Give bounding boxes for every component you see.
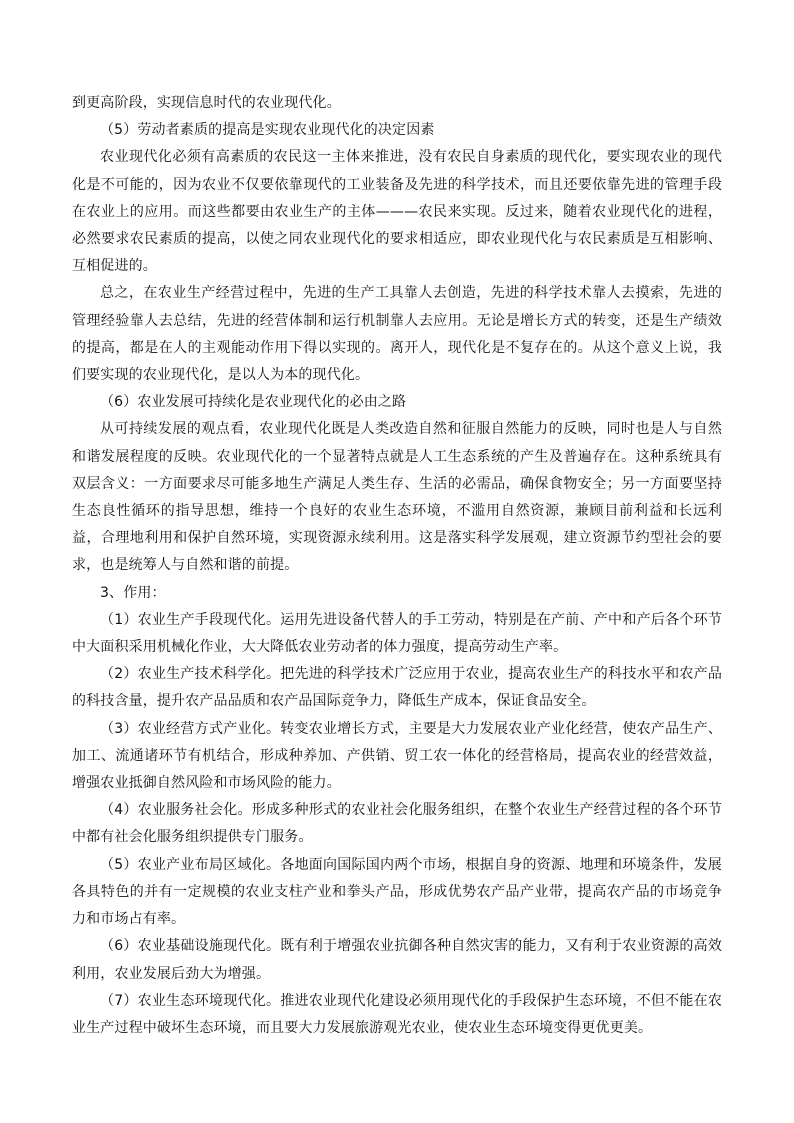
list-item-role-2: （2）农业生产技术科学化。把先进的科学技术广泛应用于农业，提高农业生产的科技水平和农产品的科技含量，提升农产品品质和农产品国际竞争力，降低生产成本，保证食品安全。 (72, 666, 722, 710)
paragraph-farmer-quality: 农业现代化必须有高素质的农民这一主体来推进，没有农民自身素质的现代化，要实现农业的现代化是不可能的，因为农业不仅要依靠现代的工业装备及先进的科学技术，而且还要依靠先进的管理手段在农业上的应用。而这些都要由农业生产的主体———农民来实现。反过来，随着农业现代化的进程，必然要求农民素质的提高，以使之同农业现代化的要求相适应，即农业现代化与农民素质是互相影响、互相促进的。 (72, 149, 722, 275)
section-heading-role: 3、作用： (100, 584, 166, 601)
paragraph-sustainability: 从可持续发展的观点看，农业现代化既是人类改造自然和征服自然能力的反映，同时也是人与自然和谐发展程度的反映。农业现代化的一个显著特点就是人工生态系统的产生及普遍存在。这种系统具有双层含义：一方面要求尽可能多地生产满足人类生存、生活的必需品，确保食物安全；另一方面要坚持生态良性循环的指导思想，维持一个良好的农业生态环境，不滥用自然资源，兼顾目前利益和长远利益，合理地利用和保护自然环境，实现资源永续利用。这是落实科学发展观，建立资源节约型社会的要求，也是统筹人与自然和谐的前提。 (72, 421, 722, 574)
paragraph-summary: 总之，在农业生产经营过程中，先进的生产工具靠人去创造，先进的科学技术靠人去摸索，先进的管理经验靠人去总结，先进的经营体制和运行机制靠人去应用。无论是增长方式的转变，还是生产绩效的提高，都是在人的主观能动作用下得以实现的。离开人，现代化是不复存在的。从这个意义上说，我们要实现的农业现代化，是以人为本的现代化。 (72, 285, 722, 384)
section-heading-6: （6）农业发展可持续化是农业现代化的必由之路 (100, 394, 407, 411)
list-item-role-7: （7）农业生态环境现代化。推进农业现代化建设必须用现代化的手段保护生态环境，不但不能在农业生产过程中破坏生态环境，而且要大力发展旅游观光农业，使农业生态环境变得更优更美。 (72, 992, 722, 1036)
list-item-role-1: （1）农业生产手段现代化。运用先进设备代替人的手工劳动，特别是在产前、产中和产后各个环节中大面积采用机械化作业，大大降低农业劳动者的体力强度，提高劳动生产率。 (72, 611, 722, 656)
list-item-role-5: （5）农业产业布局区域化。各地面向国际国内两个市场，根据自身的资源、地理和环境条件，发展各具特色的并有一定规模的农业支柱产业和拳头产品，形成优势农产品产业带，提高农产品的市场竞争力和市场占有率。 (72, 856, 722, 928)
document-page (72, 90, 722, 1042)
list-item-role-6: （6）农业基础设施现代化。既有利于增强农业抗御各种自然灾害的能力，又有利于农业资源的高效利用，农业发展后劲大为增强。 (72, 938, 722, 982)
list-item-role-4: （4）农业服务社会化。形成多种形式的农业社会化服务组织，在整个农业生产经营过程的各个环节中都有社会化服务组织提供专门服务。 (72, 802, 722, 846)
section-heading-5: （5）劳动者素质的提高是实现农业现代化的决定因素 (100, 122, 435, 139)
list-item-role-3: （3）农业经营方式产业化。转变农业增长方式，主要是大力发展农业产业化经营，使农产品生产、加工、流通诸环节有机结合，形成种养加、产供销、贸工农一体化的经营格局，提高农业的经营效益，增强农业抵御自然风险和市场风险的能力。 (72, 720, 722, 792)
paragraph-continuation: 到更高阶段，实现信息时代的农业现代化。 (72, 95, 341, 111)
